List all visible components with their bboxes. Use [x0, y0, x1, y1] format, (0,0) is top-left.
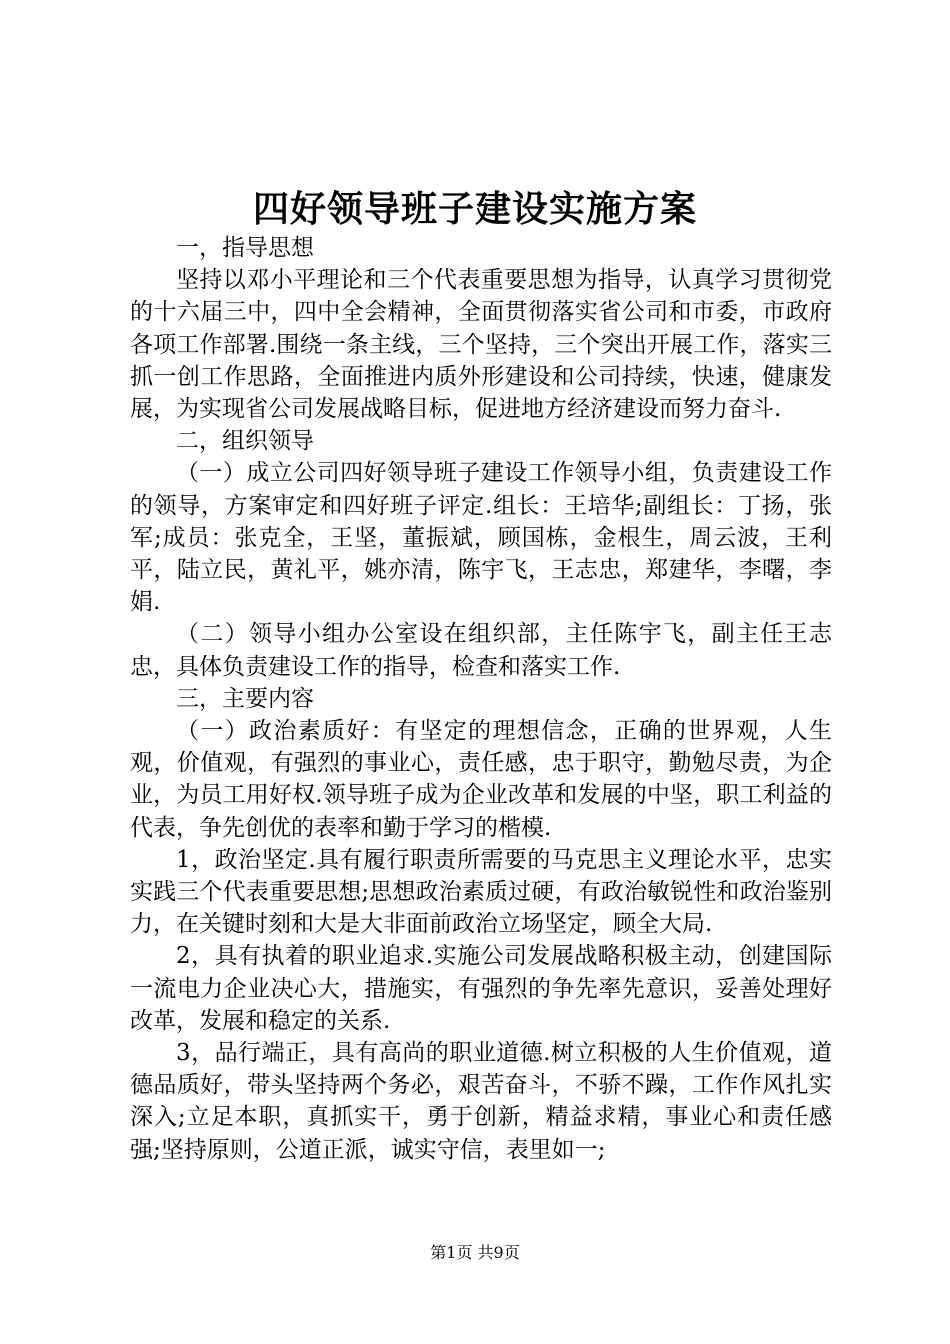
section-heading-organization: 二，组织领导: [176, 428, 314, 455]
paragraph-guiding-ideology: 坚持以邓小平理论和三个代表重要思想为指导，认真学习贯彻党的十六届三中，四中全会精神，全面贯彻落实省公司和市委，市政府各项工作部署.围绕一条主线，三个坚持，三个突出开展工作，落实三抓一创工作思路，全面推进内质外形建设和公司持续，快速，健康发展，为实现省公司发展战略目标，促进地方经济建设而努力奋斗.: [130, 267, 832, 423]
page-footer: 第1页 共9页: [430, 1243, 520, 1262]
section-heading-guiding-ideology: 一，指导思想: [176, 235, 314, 261]
paragraph-item-2: 2，具有执着的职业追求.实施公司发展战略积极主动，创建国际一流电力企业决心大，措施实，有强烈的争先率先意识，妥善处理好改革，发展和稳定的关系.: [130, 943, 832, 1034]
paragraph-group-office: （二）领导小组办公室设在组织部，主任陈宇飞，副主任王志忠，具体负责建设工作的指导，检查和落实工作.: [130, 621, 832, 680]
document-body: [130, 232, 832, 1166]
document-title: 四好领导班子建设实施方案: [252, 188, 697, 230]
paragraph-item-1: 1，政治坚定.具有履行职责所需要的马克思主义理论水平，忠实实践三个代表重要思想;思想政治素质过硬，有政治敏锐性和政治鉴别力，在关键时刻和大是大非面前政治立场坚定，顾全大局.: [130, 846, 832, 938]
paragraph-item-3: 3，品行端正，具有高尚的职业道德.树立积极的人生价值观，道德品质好，带头坚持两个务必，艰苦奋斗，不骄不躁，工作作风扎实深入;立足本职，真抓实干，勇于创新，精益求精，事业心和责任感强;坚持原则，公道正派，诚实守信，表里如一;: [130, 1040, 832, 1163]
section-heading-main-content: 三，主要内容: [176, 685, 314, 712]
paragraph-political-quality: （一）政治素质好：有坚定的理想信念，正确的世界观，人生观，价值观，有强烈的事业心，责任感，忠于职守，勤勉尽责，为企业，为员工用好权.领导班子成为企业改革和发展的中坚，职工利益的代表，争先创优的表率和勤于学习的楷模.: [130, 718, 832, 841]
paragraph-leading-group: （一）成立公司四好领导班子建设工作领导小组，负责建设工作的领导，方案审定和四好班子评定.组长：王培华;副组长：丁扬，张军;成员：张克全，王坚，董振斌，顾国栋，金根生，周云波，王利平，陆立民，黄礼平，姚亦清，陈宇飞，王志忠，郑建华，李曙，李娟.: [130, 460, 832, 616]
